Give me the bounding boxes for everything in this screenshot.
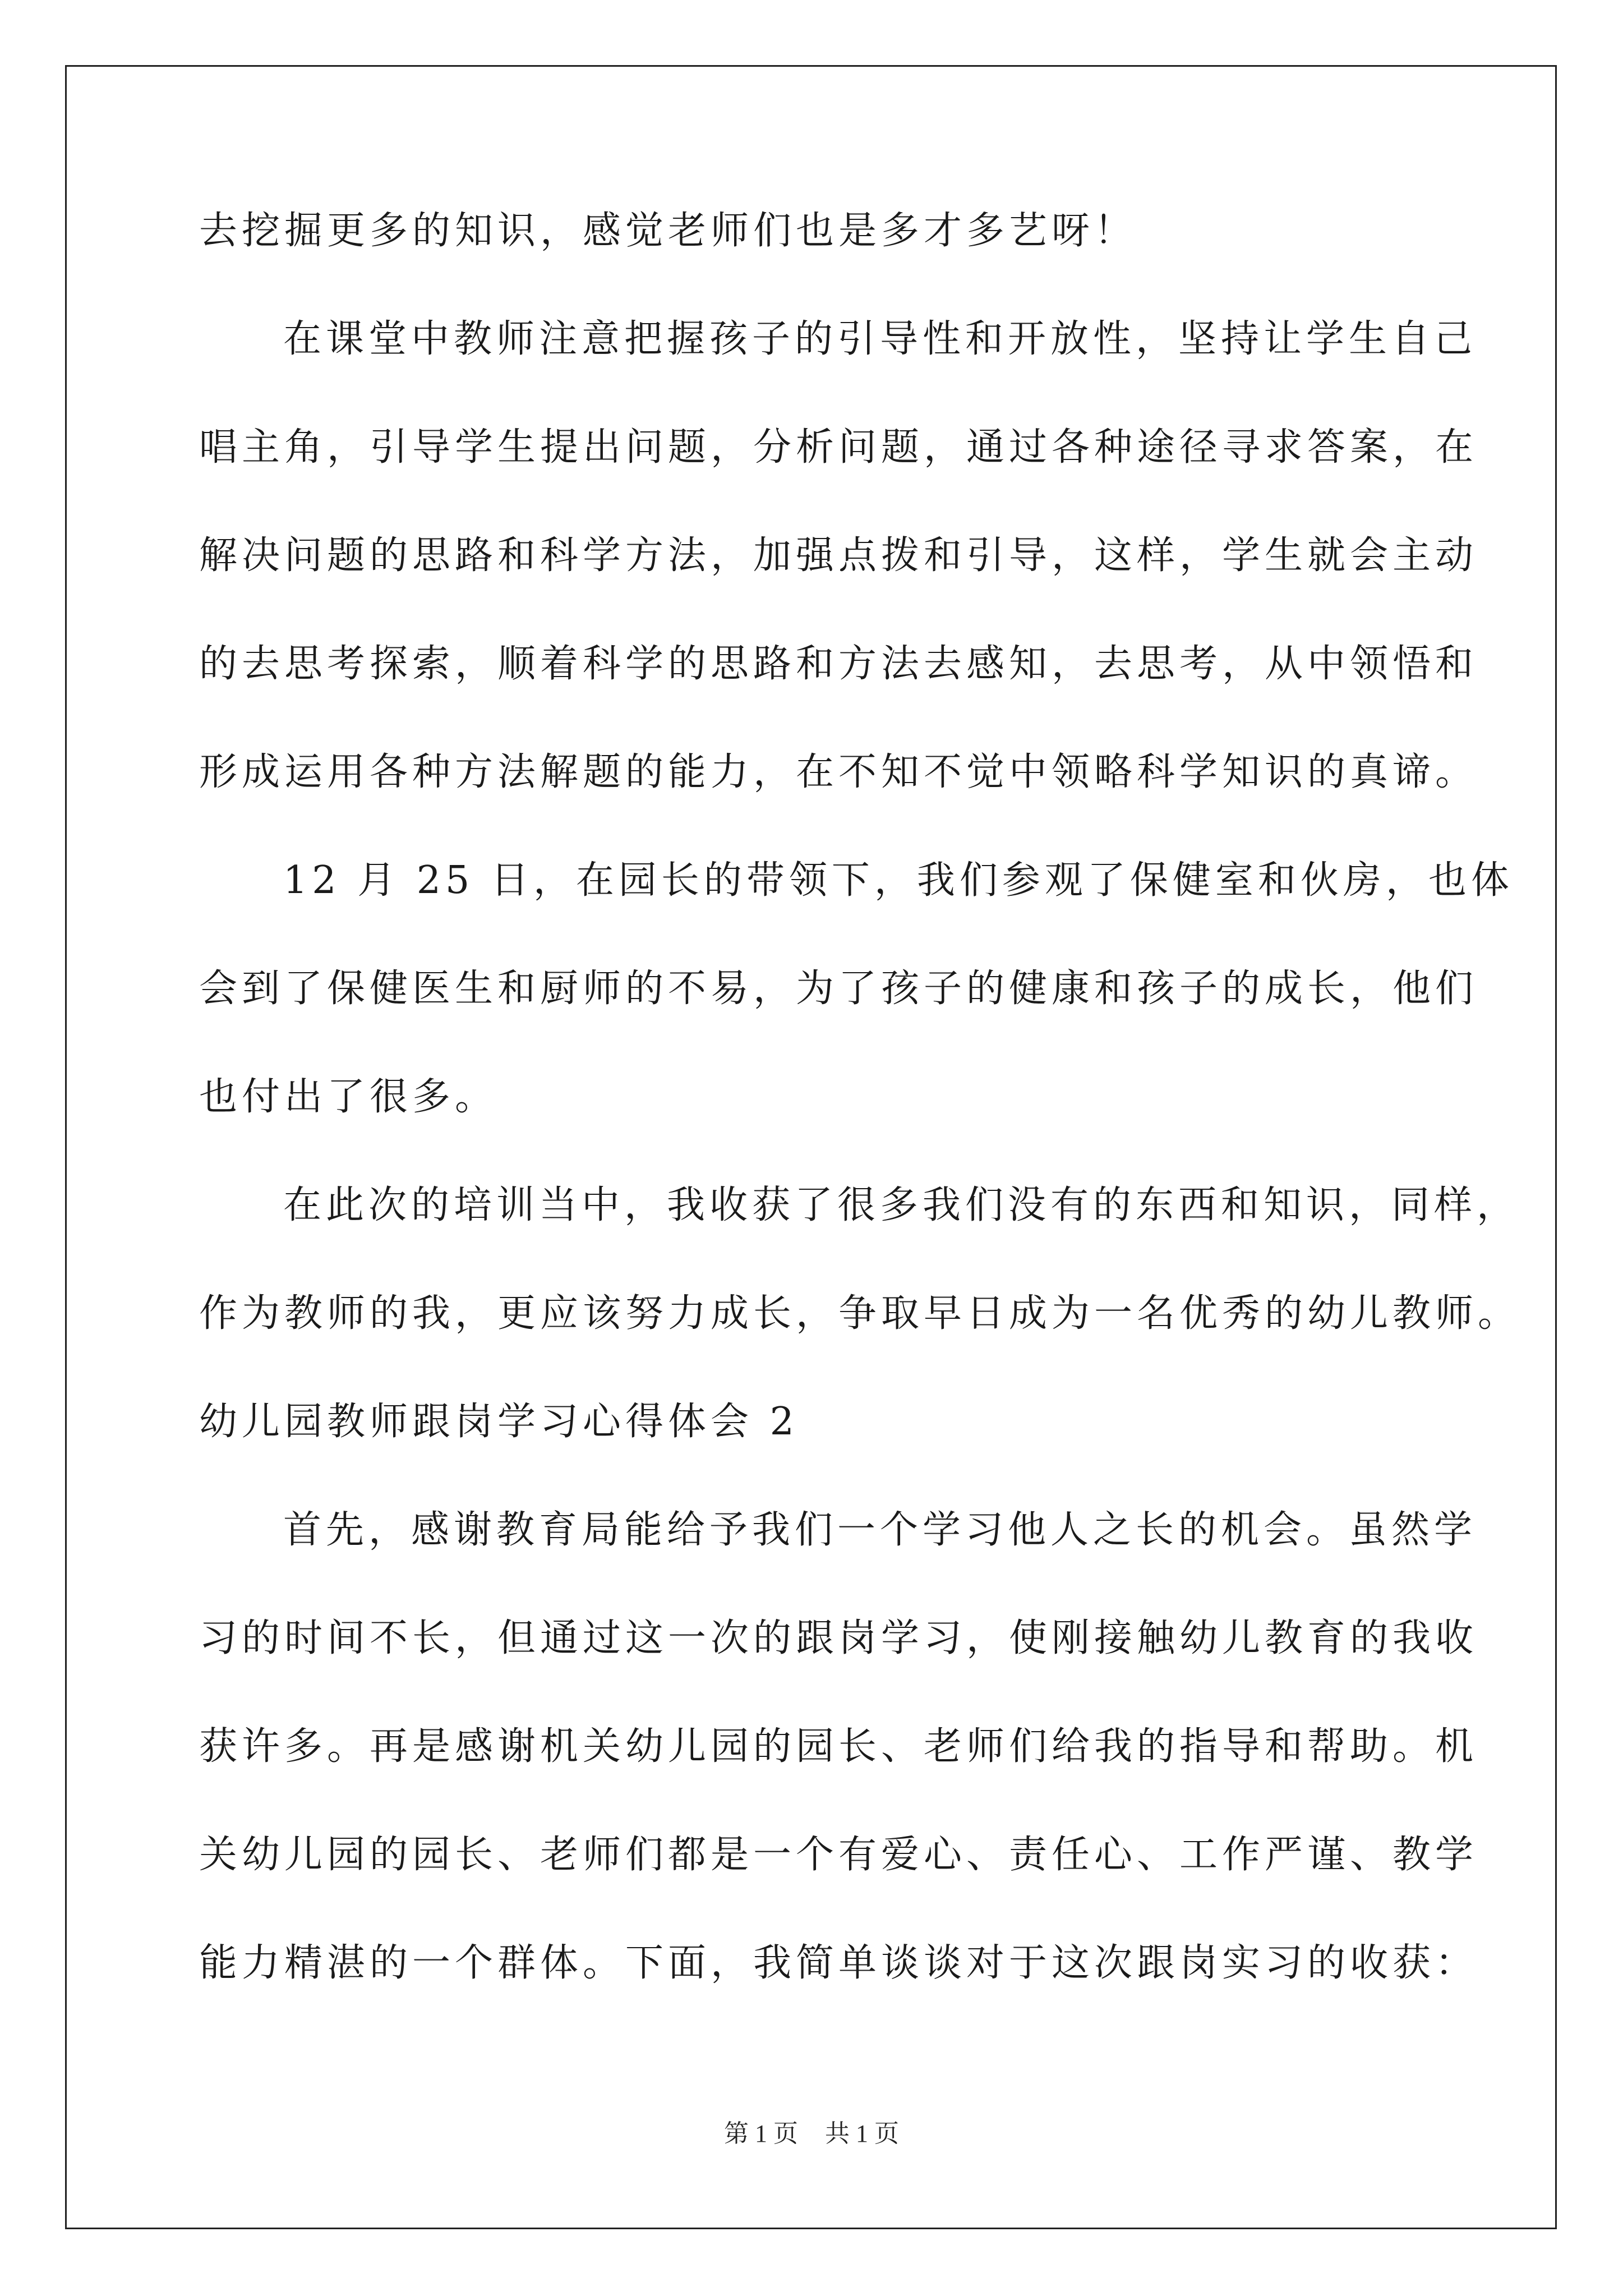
text-line: 的去思考探索，顺着科学的思路和方法去感知，去思考，从中领悟和: [199, 642, 1478, 686]
text-line: 作为教师的我，更应该努力成长，争取早日成为一名优秀的幼儿教师。: [199, 1291, 1521, 1336]
page-footer: [0, 2122, 1623, 2146]
paragraph-start: 在此次的培训当中，我收获了很多我们没有的东西和知识，同样，: [283, 1183, 1520, 1227]
text-line: 能力精湛的一个群体。下面，我简单谈谈对于这次跟岗实习的收获：: [199, 1941, 1478, 1985]
text-line: 关幼儿园的园长、老师们都是一个有爱心、责任心、工作严谨、教学: [199, 1833, 1478, 1877]
paragraph-start: 首先，感谢教育局能给予我们一个学习他人之长的机会。虽然学: [283, 1508, 1477, 1552]
text-line: 会到了保健医生和厨师的不易，为了孩子的健康和孩子的成长，他们: [199, 967, 1478, 1011]
page-total: 共 1 页: [825, 2120, 899, 2147]
page-border: [65, 65, 1557, 2229]
text-line: 形成运用各种方法解题的能力，在不知不觉中领略科学知识的真谛。: [199, 750, 1478, 794]
text-line: 习的时间不长，但通过这一次的跟岗学习，使刚接触幼儿教育的我收: [199, 1616, 1478, 1660]
page-number: 第 1 页: [724, 2120, 798, 2147]
section-heading: 幼儿园教师跟岗学习心得体会 2: [199, 1400, 799, 1444]
text-line: 获许多。再是感谢机关幼儿园的园长、老师们给我的指导和帮助。机: [199, 1724, 1478, 1769]
text-line: 也付出了很多。: [199, 1075, 498, 1119]
paragraph-start: 在课堂中教师注意把握孩子的引导性和开放性，坚持让学生自己: [283, 317, 1477, 361]
text-line: 唱主角，引导学生提出问题，分析问题，通过各种途径寻求答案，在: [199, 425, 1478, 470]
text-line: 解决问题的思路和科学方法，加强点拨和引导，这样，学生就会主动: [199, 533, 1478, 578]
paragraph-start: 12 月 25 日，在园长的带领下，我们参观了保健室和伙房，也体: [283, 858, 1514, 903]
text-line: 去挖掘更多的知识，感觉老师们也是多才多艺呀！: [199, 209, 1137, 253]
